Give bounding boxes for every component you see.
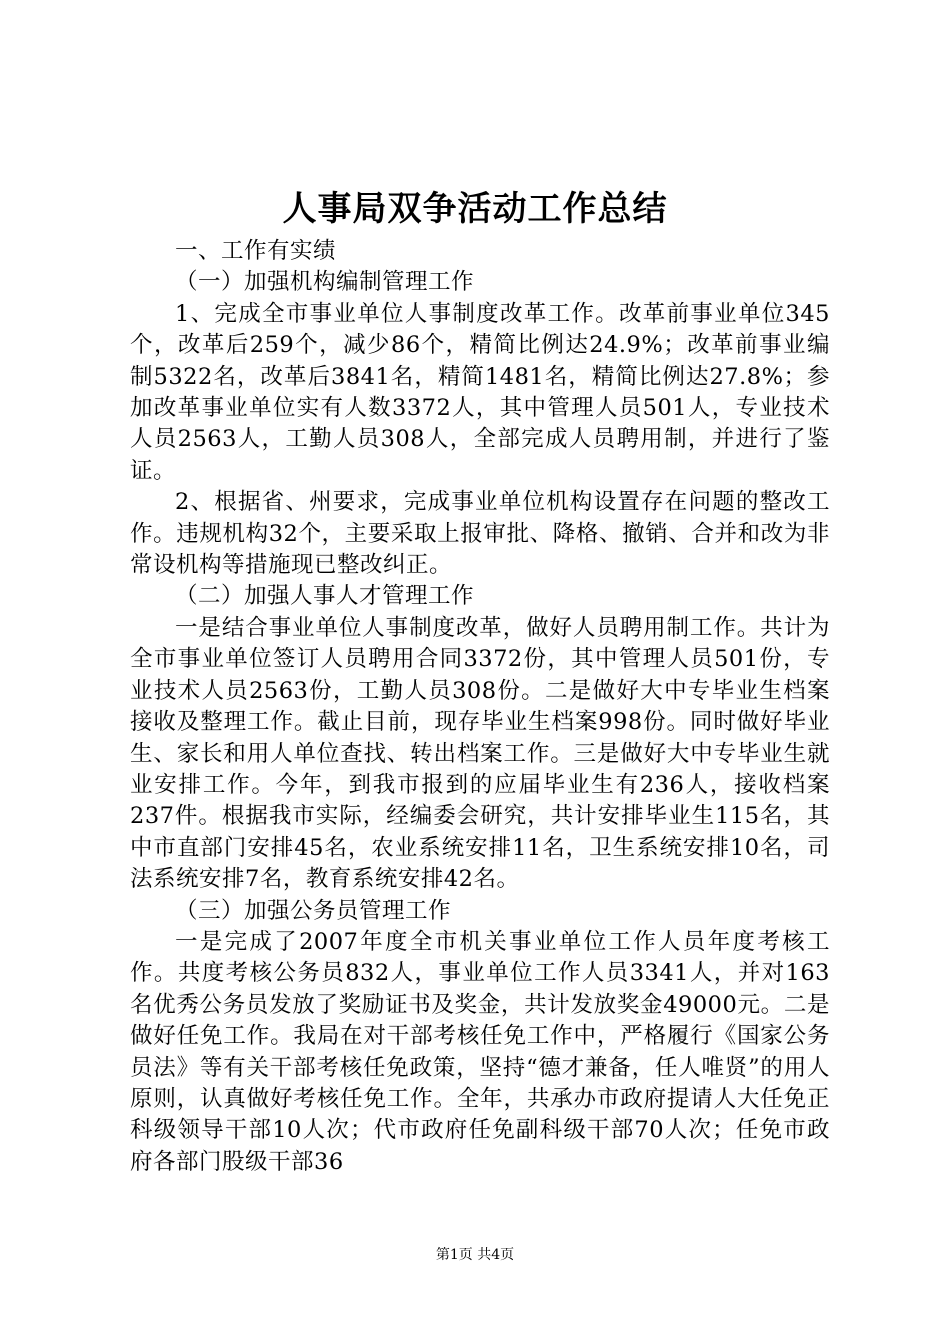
document-title: 人事局双争活动工作总结 — [282, 189, 668, 229]
page-footer: 第1页 共4页 — [435, 1247, 515, 1263]
paragraph: 一是结合事业单位人事制度改革，做好人员聘用制工作。共计为全市事业单位签订人员聘用合同3372份，其中管理人员501份，专业技术人员2563份，工勤人员308份。二是做好大中专毕业生档案接收及整理工作。截止目前，现存毕业生档案998份。同时做好毕业生、家长和用人单位查找、转出档案工作。三是做好大中专毕业生就业安排工作。今年，到我市报到的应届毕业生有236人，接收档案237件。根据我市实际，经编委会研究，共计安排毕业生115名，其中市直部门安排45名，农业系统安排11名，卫生系统安排10名，司法系统安排7名，教育系统安排42名。 — [130, 614, 830, 893]
document-body — [130, 236, 830, 1178]
subsection-heading: （一）加强机构编制管理工作 — [175, 269, 475, 296]
section-heading: 一、工作有实绩 — [175, 238, 337, 264]
paragraph: 2、根据省、州要求，完成事业单位机构设置存在问题的整改工作。违规机构32个，主要采取上报审批、降格、撤销、合并和改为非常设机构等措施现已整改纠正。 — [130, 489, 830, 579]
subsection-heading: （三）加强公务员管理工作 — [175, 897, 452, 924]
paragraph: 一是完成了2007年度全市机关事业单位工作人员年度考核工作。共度考核公务员832人，事业单位工作人员3341人，并对163名优秀公务员发放了奖励证书及奖金，共计发放奖金49000元。二是做好任免工作。我局在对干部考核任免工作中，严格履行《国家公务员法》等有关干部考核任免政策，坚持“德才兼备，任人唯贤”的用人原则，认真做好考核任免工作。全年，共承办市政府提请人大任免正科级领导干部10人次；代市政府任免副科级干部70人次；任免市政府各部门股级干部36 — [130, 928, 830, 1175]
subsection-heading: （二）加强人事人才管理工作 — [175, 583, 475, 610]
paragraph: 1、完成全市事业单位人事制度改革工作。改革前事业单位345个，改革后259个，减少86个，精简比例达24.9%；改革前事业编制5322名，改革后3841名，精简1481名，精简比例达27.8%；参加改革事业单位实有人数3372人，其中管理人员501人，专业技术人员2563人，工勤人员308人，全部完成人员聘用制，并进行了鉴证。 — [130, 300, 830, 484]
